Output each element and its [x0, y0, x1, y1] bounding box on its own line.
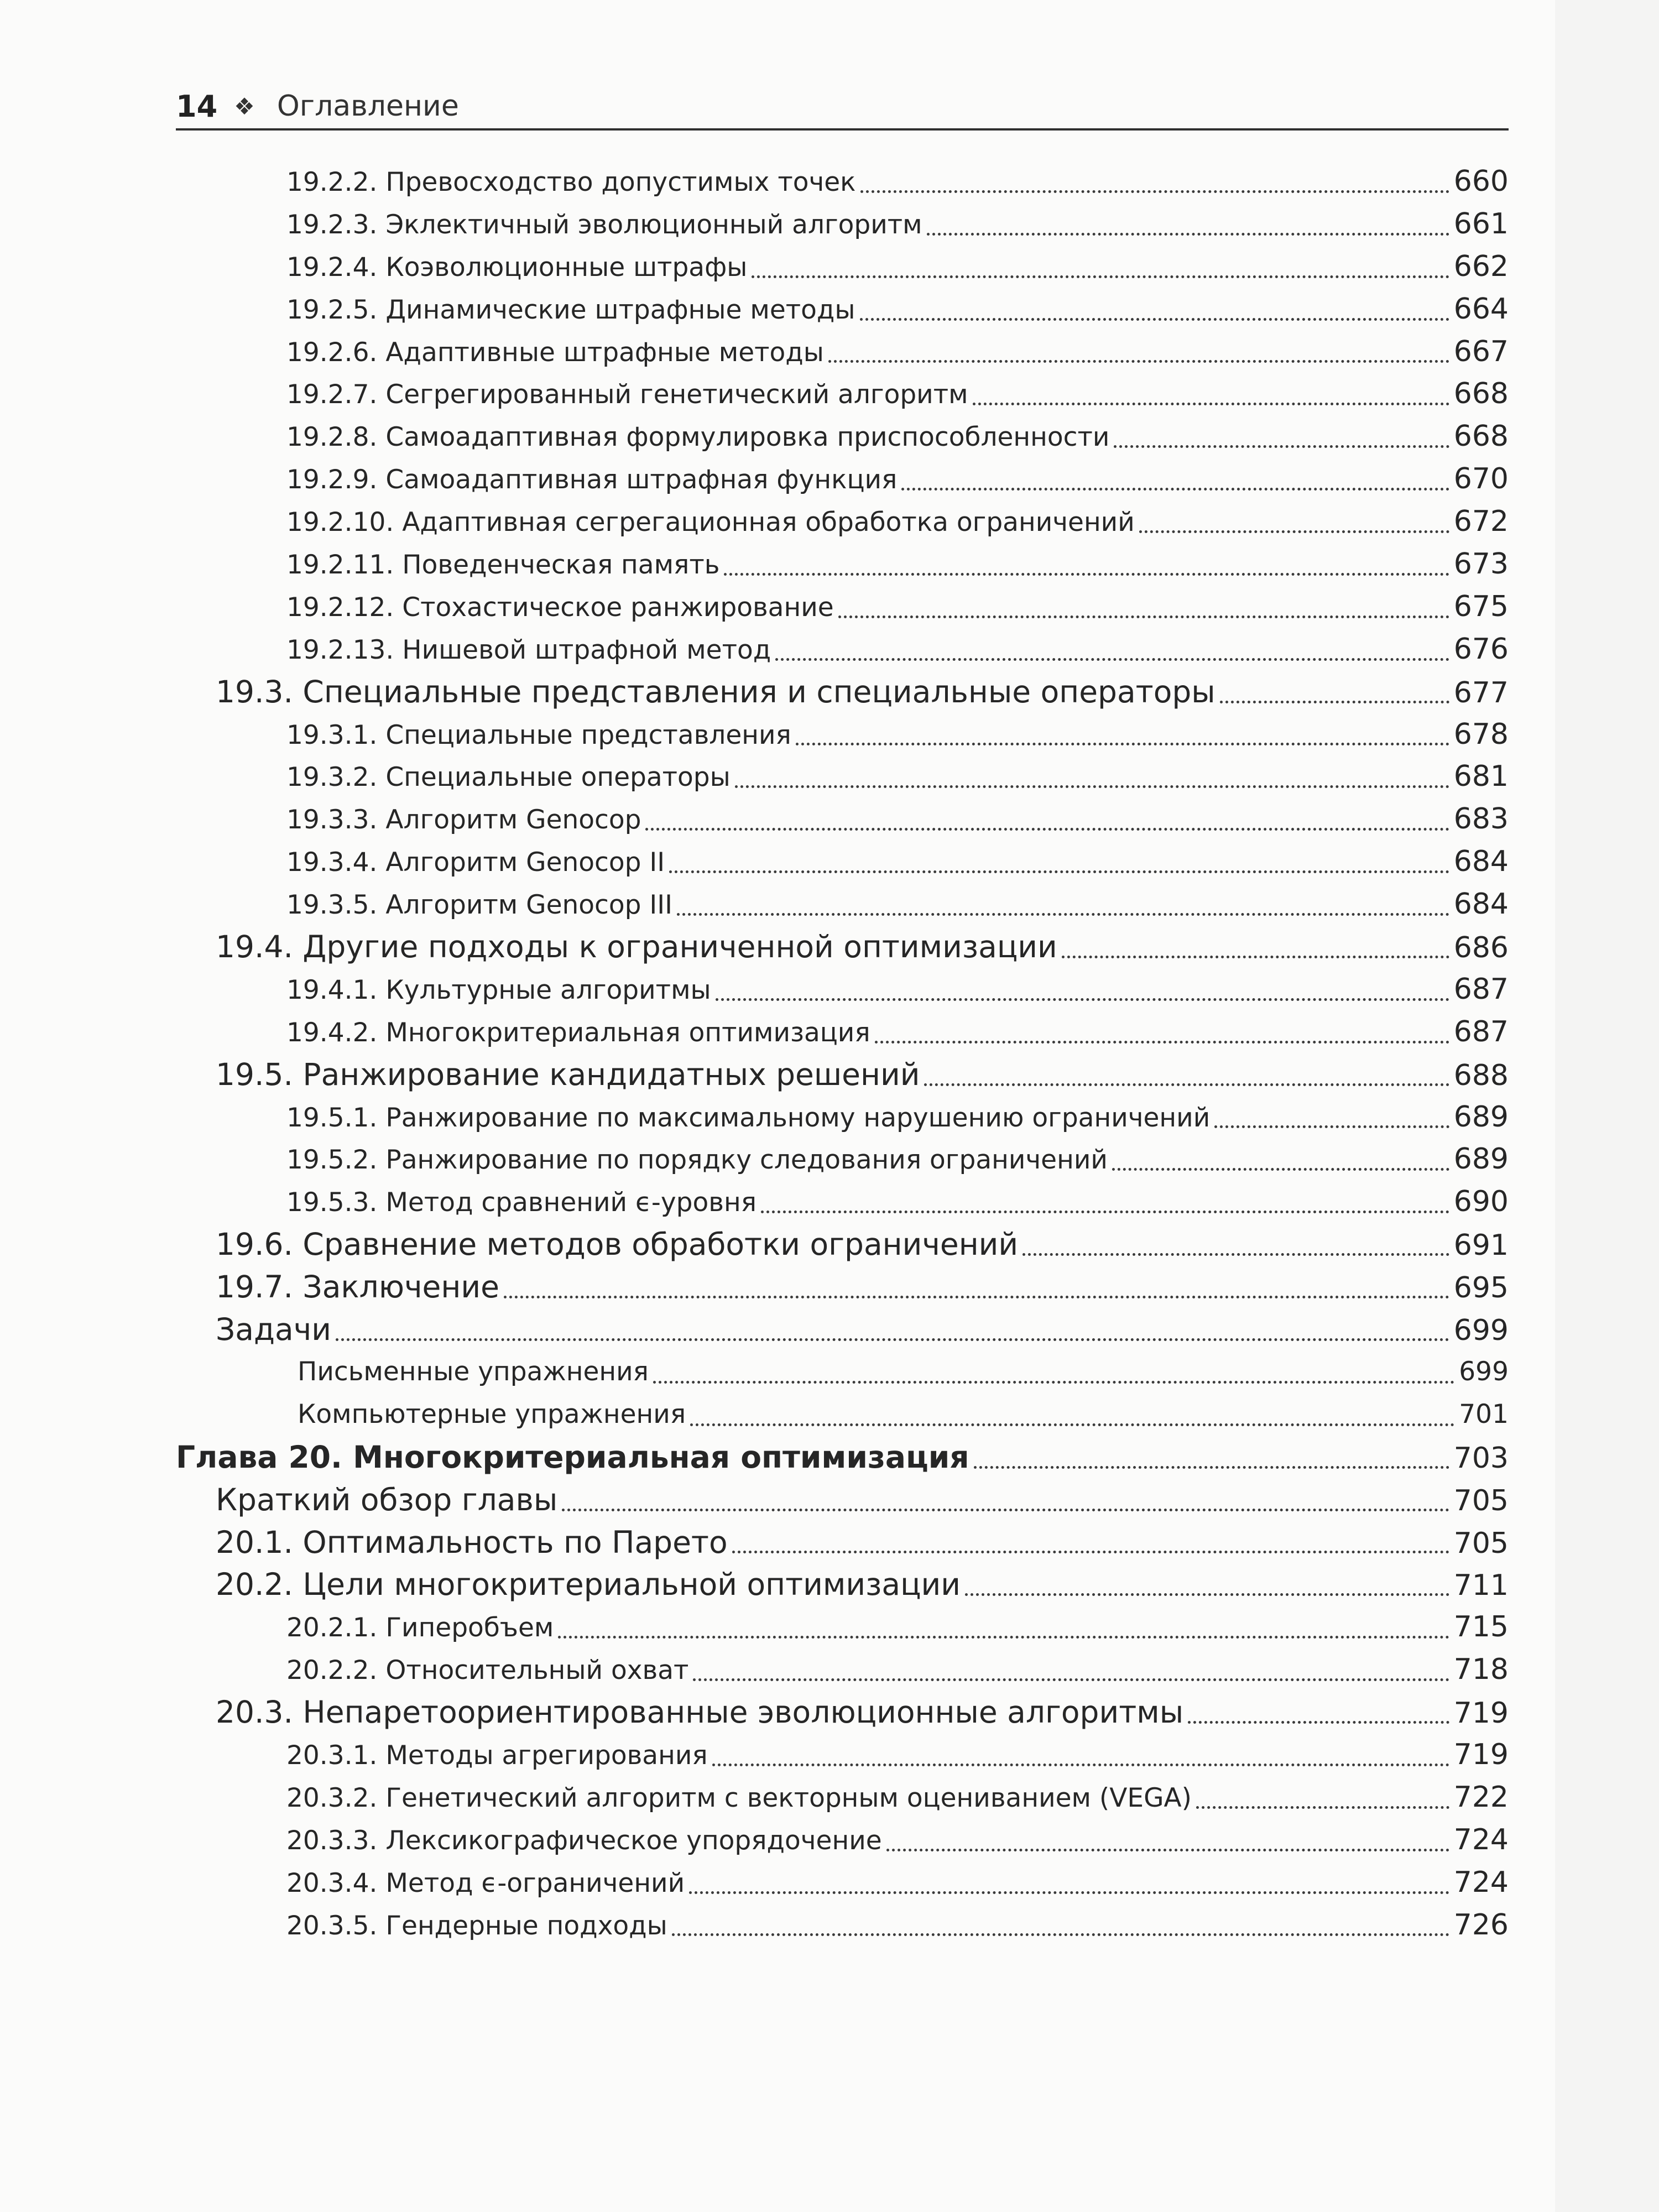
toc-entry-page: 683 [1453, 802, 1509, 836]
running-header [176, 84, 1509, 128]
dot-leader [677, 913, 1449, 916]
toc-entry-label: 20.3.3. Лексикографическое упорядочение [286, 1825, 882, 1856]
toc-entry-label: Письменные упражнения [298, 1356, 649, 1387]
toc-entry-page: 695 [1453, 1271, 1509, 1305]
dot-leader [1139, 530, 1449, 533]
dot-leader [653, 1381, 1454, 1384]
toc-entry [176, 841, 1509, 883]
dot-leader [1112, 1168, 1449, 1171]
toc-entry-label: 19.3.4. Алгоритм Genocop II [286, 847, 665, 878]
dot-leader [558, 1636, 1449, 1639]
dot-leader [1214, 1125, 1449, 1128]
toc-entry-label: 19.5.3. Метод сравнений ϵ-уровня [286, 1187, 757, 1218]
toc-entry [176, 1351, 1509, 1394]
toc-entry-label: 19.3. Специальные представления и специальные операторы [216, 674, 1215, 709]
dot-leader [1220, 701, 1449, 703]
toc-entry-page: 699 [1459, 1356, 1509, 1387]
toc-entry [176, 1904, 1509, 1947]
toc-entry [176, 543, 1509, 586]
dot-leader [796, 743, 1449, 745]
toc-entry-page: 678 [1453, 717, 1509, 751]
running-title: Оглавление [276, 90, 459, 123]
toc-entry-label: 19.5. Ранжирование кандидатных решений [216, 1056, 920, 1092]
toc-entry-page: 690 [1453, 1185, 1509, 1219]
dot-leader [672, 1933, 1449, 1936]
toc-entry-label: 19.2.2. Превосходство допустимых точек [286, 167, 856, 197]
toc-entry-page: 684 [1453, 888, 1509, 921]
dot-leader [1196, 1806, 1449, 1809]
toc-entry-page: 711 [1453, 1569, 1509, 1603]
toc-entry [176, 1223, 1509, 1266]
toc-entry [176, 246, 1509, 288]
toc-entry-page: 691 [1453, 1229, 1509, 1262]
toc-entry [176, 1053, 1509, 1096]
dot-leader [689, 1891, 1449, 1894]
toc-entry-label: 19.2.11. Поведенческая память [286, 550, 720, 581]
toc-entry-page: 668 [1453, 377, 1509, 411]
toc-entry-page: 660 [1453, 165, 1509, 198]
toc-entry-page: 672 [1453, 505, 1509, 539]
dot-leader [690, 1423, 1454, 1426]
toc-entry-label: 19.2.10. Адаптивная сегрегационная обработка ограничений [286, 507, 1135, 538]
toc-entry [176, 1479, 1509, 1521]
toc-entry-page: 662 [1453, 249, 1509, 283]
dot-leader [1188, 1721, 1449, 1724]
toc-entry-label: 20.3.4. Метод ϵ-ограничений [286, 1867, 685, 1898]
toc-entry-label: 19.2.9. Самоадаптивная штрафная функция [286, 465, 898, 495]
toc-entry [176, 1308, 1509, 1351]
toc-entry-page: 705 [1453, 1526, 1509, 1560]
toc-entry-page: 689 [1453, 1142, 1509, 1176]
toc-entry-label: 19.4. Другие подходы к ограниченной оптимизации [216, 929, 1057, 965]
toc-entry [176, 968, 1509, 1011]
table-of-contents [176, 160, 1509, 1946]
page-number: 14 [176, 88, 218, 124]
toc-entry-label: Задачи [216, 1312, 331, 1348]
dot-leader [1062, 956, 1449, 958]
toc-entry [176, 373, 1509, 415]
toc-entry-label: Компьютерные упражнения [298, 1399, 686, 1430]
toc-entry [176, 500, 1509, 543]
dot-leader [562, 1509, 1449, 1511]
dot-leader [504, 1296, 1449, 1298]
toc-entry-label: 19.2.6. Адаптивные штрафные методы [286, 337, 824, 368]
toc-entry [176, 203, 1509, 246]
toc-entry-label: 19.4.2. Многокритериальная оптимизация [286, 1017, 870, 1048]
dot-leader [669, 870, 1449, 873]
toc-entry-page: 675 [1453, 589, 1509, 623]
dot-leader [901, 488, 1449, 491]
dot-leader [732, 1551, 1449, 1553]
dot-leader [974, 1466, 1449, 1469]
toc-entry-label: 19.2.5. Динамические штрафные методы [286, 294, 855, 325]
toc-entry [176, 713, 1509, 756]
toc-entry-page: 703 [1453, 1441, 1509, 1475]
toc-entry [176, 1266, 1509, 1308]
toc-entry-label: 19.2.12. Стохастическое ранжирование [286, 592, 834, 623]
toc-entry-page: 673 [1453, 547, 1509, 581]
toc-entry [176, 1138, 1509, 1181]
dot-leader [927, 233, 1449, 236]
toc-entry [176, 1648, 1509, 1691]
toc-entry [176, 755, 1509, 798]
toc-entry-label: 19.5.1. Ранжирование по максимальному нарушению ограничений [286, 1102, 1211, 1133]
toc-entry-label: 20.3.5. Гендерные подходы [286, 1910, 667, 1941]
toc-entry-page: 677 [1453, 676, 1509, 709]
toc-entry-label: 19.3.1. Специальные представления [286, 719, 791, 750]
toc-entry-label: 19.5.2. Ранжирование по порядку следования ограничений [286, 1145, 1108, 1176]
toc-entry-page: 687 [1453, 1015, 1509, 1048]
header-rule [176, 128, 1509, 131]
toc-entry [176, 1563, 1509, 1606]
toc-entry-page: 664 [1453, 292, 1509, 326]
toc-entry-label: Глава 20. Многокритериальная оптимизация [176, 1439, 969, 1475]
toc-entry-page: 724 [1453, 1823, 1509, 1856]
toc-entry-page: 726 [1453, 1908, 1509, 1942]
toc-entry [176, 1521, 1509, 1564]
toc-entry [176, 1394, 1509, 1436]
toc-entry [176, 331, 1509, 373]
toc-entry [176, 628, 1509, 671]
dot-leader [860, 318, 1449, 321]
toc-entry-page: 684 [1453, 845, 1509, 879]
toc-entry [176, 1691, 1509, 1734]
toc-entry [176, 1861, 1509, 1904]
toc-entry-page: 668 [1453, 420, 1509, 453]
toc-entry-page: 705 [1453, 1484, 1509, 1517]
toc-entry-page: 681 [1453, 760, 1509, 794]
toc-entry-label: Краткий обзор главы [216, 1481, 558, 1517]
toc-entry-label: 20.2.1. Гиперобъем [286, 1613, 554, 1644]
dot-leader [735, 785, 1449, 788]
toc-entry [176, 1436, 1509, 1479]
toc-entry-label: 20.3. Непаретоориентированные эволюционные алгоритмы [216, 1694, 1184, 1730]
toc-entry-page: 686 [1453, 931, 1509, 965]
toc-entry-page: 724 [1453, 1865, 1509, 1899]
toc-entry [176, 1734, 1509, 1776]
toc-entry-page: 670 [1453, 462, 1509, 496]
dot-leader [886, 1849, 1449, 1851]
toc-entry-label: 19.2.3. Эклектичный эволюционный алгоритм [286, 209, 922, 240]
dot-leader [693, 1678, 1449, 1681]
dot-leader [965, 1593, 1449, 1596]
toc-entry-label: 19.3.3. Алгоритм Genocop [286, 805, 641, 836]
toc-entry-label: 19.2.4. Коэволюционные штрафы [286, 252, 748, 283]
dot-leader [724, 573, 1449, 576]
dot-leader [838, 615, 1449, 618]
toc-entry [176, 1096, 1509, 1139]
toc-entry-page: 719 [1453, 1697, 1509, 1730]
toc-entry-label: 19.3.5. Алгоритм Genocop III [286, 890, 673, 921]
toc-entry-label: 20.2. Цели многокритериальной оптимизации [216, 1567, 961, 1603]
diamond-ornament-icon: ❖ [234, 92, 255, 120]
toc-entry [176, 586, 1509, 628]
toc-entry-label: 19.2.8. Самоадаптивная формулировка приспособленности [286, 422, 1110, 453]
toc-entry-page: 701 [1459, 1399, 1509, 1430]
toc-entry-label: 19.7. Заключение [216, 1269, 499, 1305]
dot-leader [875, 1041, 1449, 1044]
dot-leader [860, 190, 1449, 193]
toc-entry-page: 667 [1453, 335, 1509, 368]
toc-entry [176, 798, 1509, 841]
toc-entry-label: 20.1. Оптимальность по Парето [216, 1524, 728, 1560]
toc-entry-label: 20.2.2. Относительный охват [286, 1655, 689, 1686]
toc-entry-page: 688 [1453, 1058, 1509, 1092]
dot-leader [1114, 445, 1449, 448]
toc-entry [176, 160, 1509, 203]
toc-entry [176, 671, 1509, 713]
dot-leader [752, 275, 1449, 278]
toc-entry-label: 19.4.1. Культурные алгоритмы [286, 974, 711, 1005]
toc-entry [176, 1606, 1509, 1648]
dot-leader [645, 828, 1449, 831]
dot-leader [775, 658, 1449, 661]
toc-entry [176, 1776, 1509, 1819]
toc-entry [176, 1011, 1509, 1053]
dot-leader [973, 403, 1449, 405]
toc-entry [176, 926, 1509, 968]
toc-entry-page: 687 [1453, 972, 1509, 1006]
toc-entry-page: 715 [1453, 1610, 1509, 1644]
toc-entry-page: 689 [1453, 1100, 1509, 1134]
toc-entry-page: 676 [1453, 632, 1509, 666]
toc-entry-page: 722 [1453, 1780, 1509, 1814]
toc-entry-page: 699 [1453, 1314, 1509, 1348]
toc-entry-label: 19.2.7. Сегрегированный генетический алгоритм [286, 379, 968, 410]
toc-entry [176, 415, 1509, 458]
dot-leader [1022, 1253, 1449, 1256]
dot-leader [712, 1764, 1449, 1766]
toc-entry-label: 20.3.1. Методы агрегирования [286, 1740, 708, 1771]
toc-entry-label: 19.3.2. Специальные операторы [286, 762, 731, 793]
toc-entry [176, 288, 1509, 331]
toc-entry-label: 19.2.13. Нишевой штрафной метод [286, 634, 771, 665]
dot-leader [924, 1083, 1449, 1086]
toc-entry [176, 1819, 1509, 1861]
dot-leader [761, 1211, 1449, 1213]
toc-entry [176, 458, 1509, 500]
toc-entry-page: 661 [1453, 207, 1509, 241]
dot-leader [716, 998, 1449, 1001]
dot-leader [828, 360, 1449, 363]
toc-entry-page: 718 [1453, 1653, 1509, 1687]
toc-entry [176, 1181, 1509, 1223]
toc-entry-label: 19.6. Сравнение методов обработки ограничений [216, 1227, 1019, 1262]
toc-entry-label: 20.3.2. Генетический алгоритм с векторным оцениванием (VEGA) [286, 1782, 1192, 1813]
dot-leader [336, 1338, 1449, 1341]
toc-entry-page: 719 [1453, 1738, 1509, 1771]
toc-entry [176, 883, 1509, 926]
